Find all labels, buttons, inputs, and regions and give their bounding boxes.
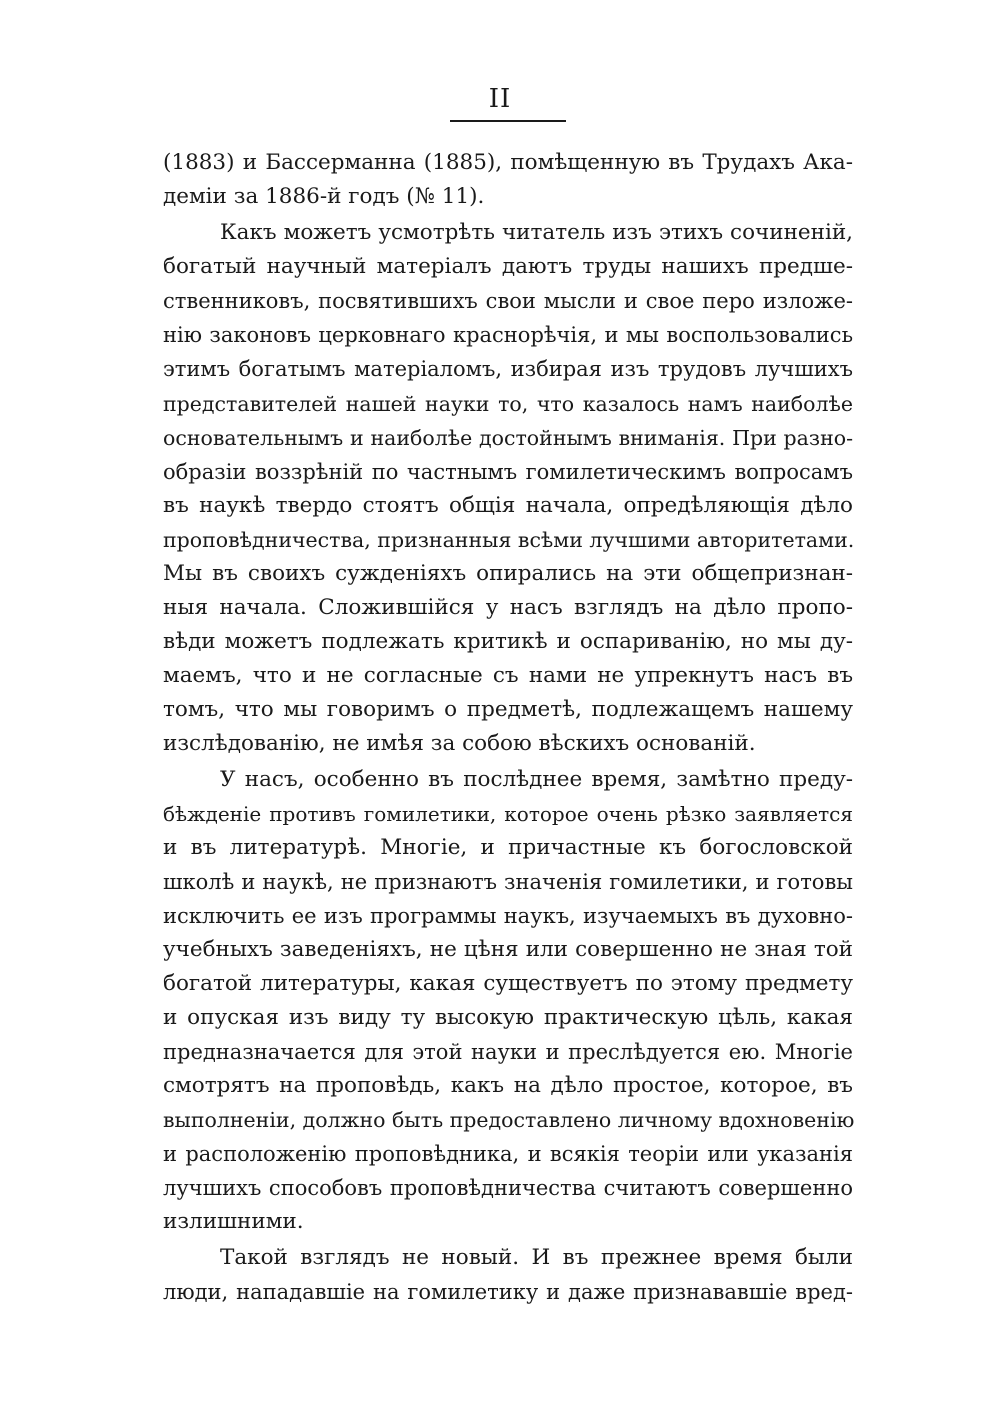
page-number: II xyxy=(488,84,512,114)
text-line: учебныхъ заведеніяхъ, не цѣня или совершенно не зная той xyxy=(163,937,853,962)
text-line: Мы въ своихъ сужденіяхъ опирались на эти общепризнан- xyxy=(163,561,853,586)
text-line: образіи воззрѣній по частнымъ гомилетическимъ вопросамъ xyxy=(163,460,853,484)
text-line: выполненіи, должно быть предоставлено личному вдохновенію xyxy=(163,1108,855,1132)
text-line: лучшихъ способовъ проповѣдничества считаютъ совершенно xyxy=(163,1176,853,1200)
text-line: этимъ богатымъ матеріаломъ, избирая изъ трудовъ лучшихъ xyxy=(163,357,853,381)
text-line: богатый научный матеріалъ даютъ труды нашихъ предше- xyxy=(163,254,853,279)
text-line: ственниковъ, посвятившихъ свои мысли и свое перо изложе- xyxy=(163,289,853,313)
text-line: и въ литературѣ. Многіе, и причастные къ богословской xyxy=(163,835,853,860)
paragraph-first-line: У насъ, особенно въ послѣднее время, замѣтно преду- xyxy=(220,767,853,792)
text-line: въ наукѣ твердо стоятъ общія начала, опредѣляющія дѣло xyxy=(163,493,853,518)
text-line: и расположенію проповѣдника, и всякія теоріи или указанія xyxy=(163,1142,853,1166)
text-line: школѣ и наукѣ, не признаютъ значенія гомилетики, и готовы xyxy=(163,870,853,894)
text-line: деміи за 1886-й годъ (№ 11). xyxy=(163,184,485,209)
text-line: излишними. xyxy=(163,1209,304,1234)
text-line: представителей нашей науки то, что казалось намъ наиболѣе xyxy=(163,392,853,416)
text-line: проповѣдничества, признанныя всѣми лучшими авторитетами. xyxy=(163,528,855,552)
header-rule xyxy=(450,120,566,122)
text-line: ныя начала. Сложившійся у насъ взглядъ на дѣло пропо- xyxy=(163,595,853,620)
text-line: маемъ, что и не согласные съ нами не упрекнутъ насъ въ xyxy=(163,663,853,688)
text-line: смотрятъ на проповѣдь, какъ на дѣло простое, которое, въ xyxy=(163,1073,853,1098)
text-line: богатой литературы, какая существуетъ по этому предмету xyxy=(163,971,853,996)
text-line: и опуская изъ виду ту высокую практическую цѣль, какая xyxy=(163,1005,853,1030)
text-line: (1883) и Бассерманна (1885), помѣщенную въ Трудахъ Ака- xyxy=(163,150,853,175)
text-line: томъ, что мы говоримъ о предметѣ, подлежащемъ нашему xyxy=(163,697,853,722)
text-line: предназначается для этой науки и преслѣдуется ею. Многіе xyxy=(163,1040,853,1064)
text-line: изслѣдованію, не имѣя за собою вѣскихъ основаній. xyxy=(163,731,756,756)
text-line: основательнымъ и наиболѣе достойнымъ вниманія. При разно- xyxy=(163,426,853,450)
text-line: бѣжденіе противъ гомилетики, которое очень рѣзко заявляется xyxy=(163,802,853,826)
text-line: вѣди можетъ подлежать критикѣ и оспариванію, но мы ду- xyxy=(163,629,853,654)
text-line: исключить ее изъ программы наукъ, изучаемыхъ въ духовно- xyxy=(163,904,853,928)
text-line: нію законовъ церковнаго краснорѣчія, и мы воспользовались xyxy=(163,323,853,347)
paragraph-first-line: Какъ можетъ усмотрѣть читатель изъ этихъ сочиненій, xyxy=(220,220,853,245)
text-line: люди, нападавшіе на гомилетику и даже признававшіе вред- xyxy=(163,1280,853,1304)
paragraph-first-line: Такой взглядъ не новый. И въ прежнее время были xyxy=(220,1245,853,1270)
